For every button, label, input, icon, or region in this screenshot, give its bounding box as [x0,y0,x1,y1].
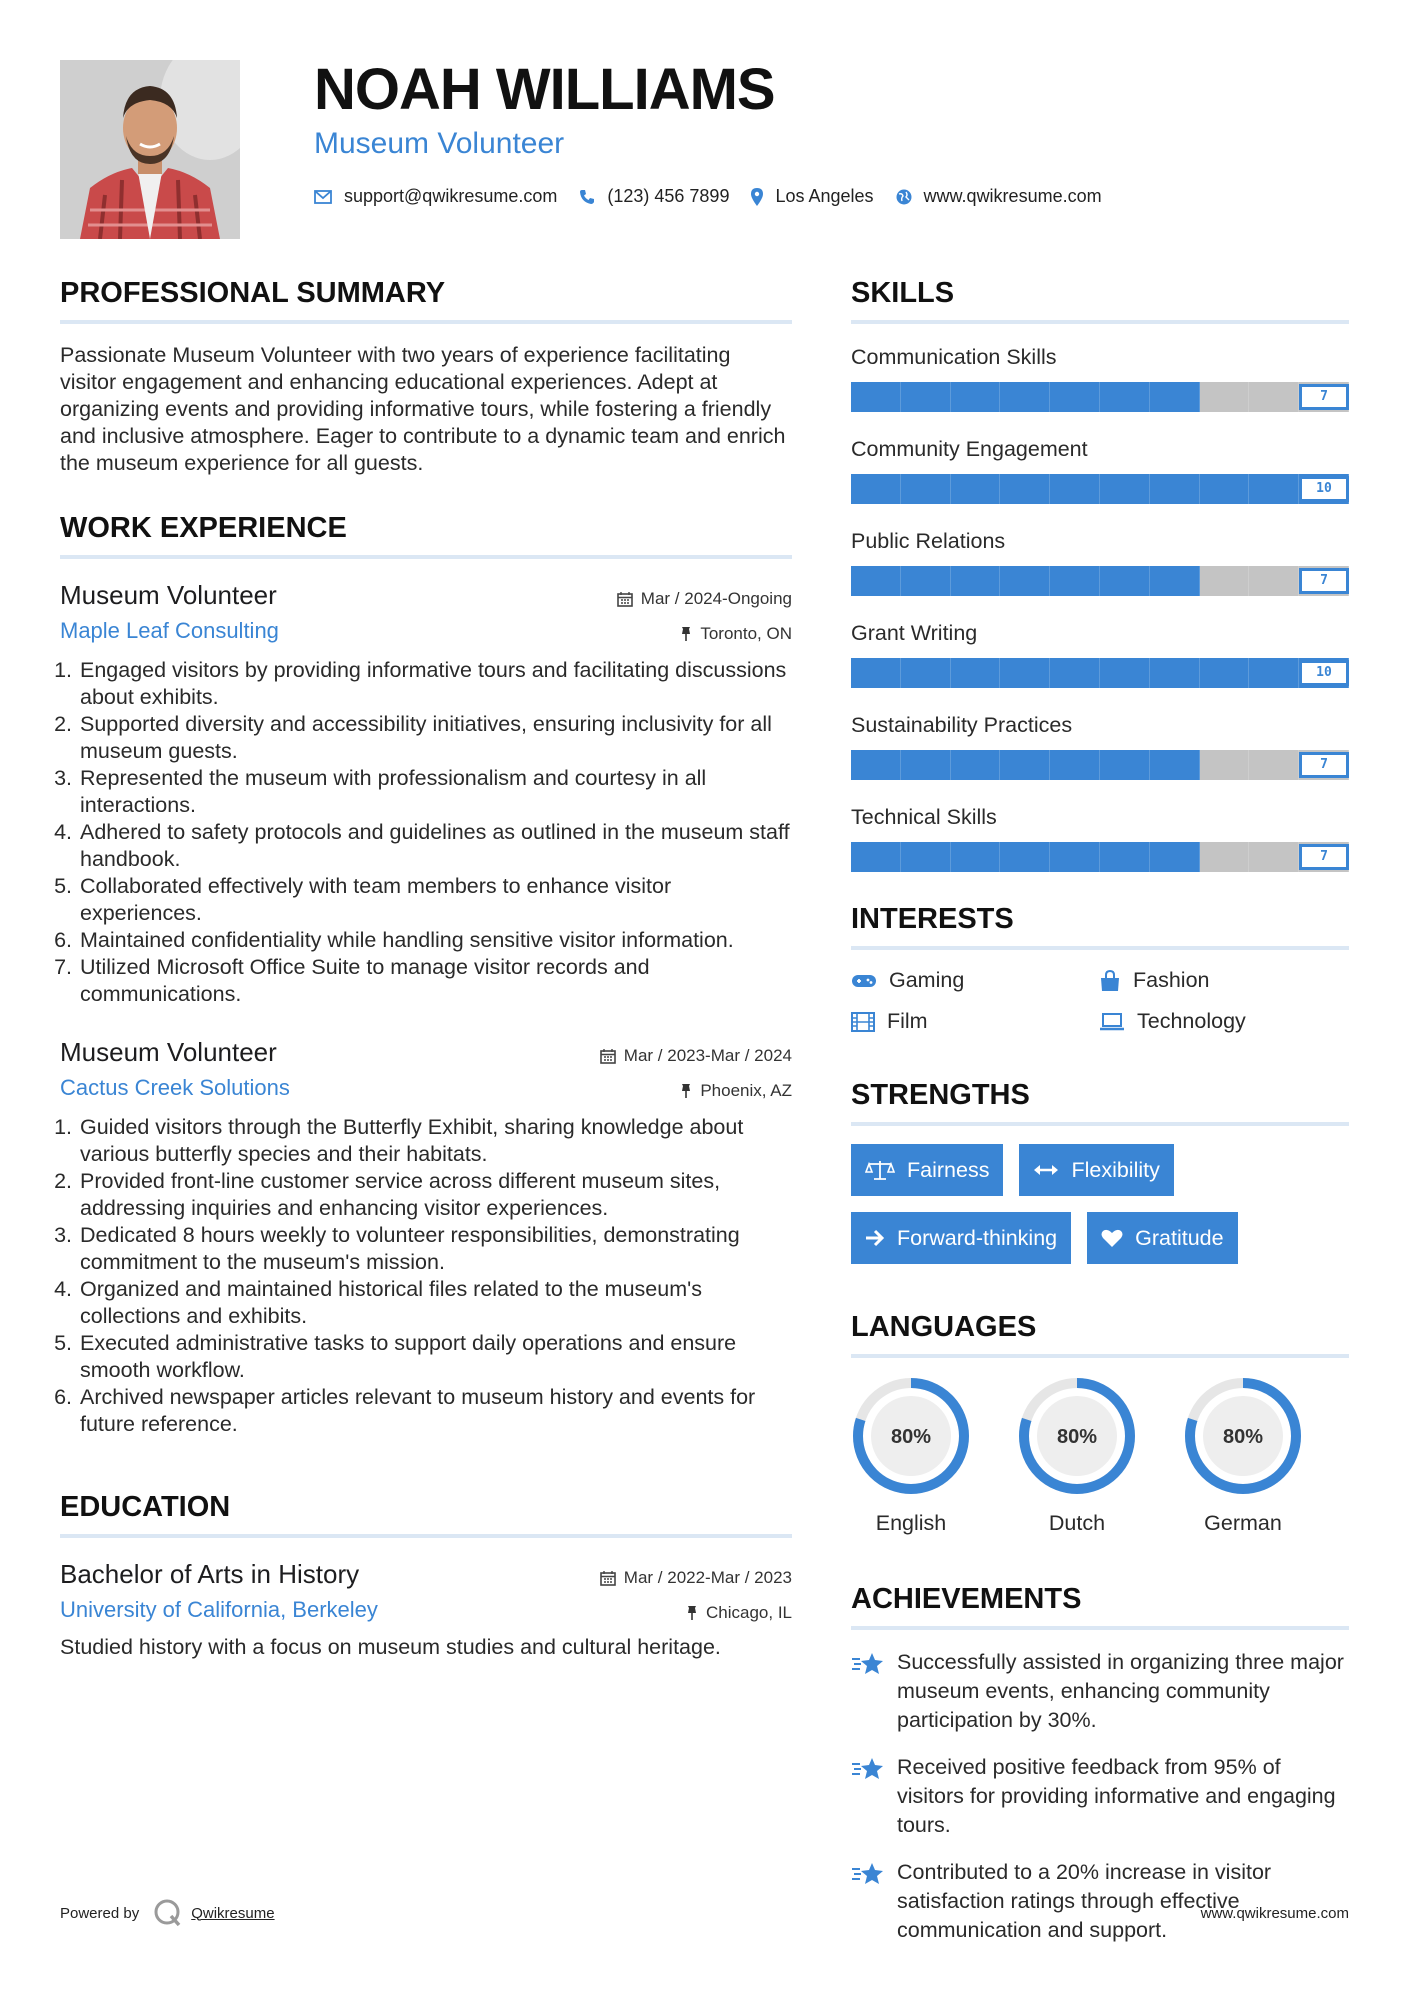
strength-label: Fairness [907,1157,990,1182]
gauge-percent: 80% [1056,1426,1098,1448]
skills-title: SKILLS [851,268,1349,324]
contact-website[interactable] [896,186,1102,207]
job-company: Cactus Creek Solutions [60,1075,290,1100]
list-item: 2. Supported diversity and accessibility initiatives, ensuring inclusivity for all museum guests. [78,711,792,765]
education-meta [600,1560,792,1630]
laptop-icon [1099,1013,1125,1031]
experience-title: WORK EXPERIENCE [60,503,792,559]
strength-label: Flexibility [1071,1157,1160,1182]
list-item: 5. Executed administrative tasks to support daily operations and ensure smooth workflow. [78,1330,792,1384]
interest-label: Technology [1137,1009,1246,1033]
right-column [851,268,1349,1963]
film-icon [851,1012,875,1032]
strength-chip [851,1144,1003,1196]
skill-value: 7 [1299,844,1349,870]
skill-label: Community Engagement [851,437,1088,461]
job-meta [617,581,792,651]
job-date [617,581,792,616]
pushpin-icon [680,626,692,642]
skill-label: Public Relations [851,529,1006,553]
candidate-role: Museum Volunteer [314,127,565,160]
job-date-text: Mar / 2023-Mar / 2024 [623,1046,792,1065]
skill-label: Grant Writing [851,621,978,645]
skill-item [851,802,1349,872]
degree: Bachelor of Arts in History [60,1559,360,1589]
job-date [600,1038,792,1073]
skills-list [851,342,1349,872]
achievement-text: Received positive feedback from 95% of visitors for providing informative and engaging tours. [897,1755,1336,1837]
list-item: 2. Provided front-line customer service across different museum sites, addressing inquiries and enhancing visitor experiences. [78,1168,792,1222]
arrow-right-icon [865,1229,885,1247]
skill-item [851,526,1349,596]
brand-link[interactable]: Qwikresume [191,1904,275,1922]
job-entry [60,577,792,1008]
shooting-star-icon [851,1860,885,1888]
education-description: Studied history with a focus on museum studies and cultural heritage. [60,1635,721,1659]
job-location-text: Toronto, ON [700,624,792,643]
education-entry [60,1556,792,1661]
heart-icon [1101,1228,1123,1248]
list-item: 1. Guided visitors through the Butterfly Exhibit, sharing knowledge about various butterfly species and their habitats. [78,1114,792,1168]
strength-chip [1019,1144,1173,1196]
skill-bar-ticks [851,658,1349,688]
languages-title: LANGUAGES [851,1302,1349,1358]
education-location-text: Chicago, IL [706,1603,792,1622]
skill-item [851,342,1349,412]
job-meta [600,1038,792,1108]
calendar-icon [600,1570,616,1586]
language-label: Dutch [1048,1511,1106,1535]
gauge-percent: 80% [1222,1426,1264,1448]
job-location [617,616,792,651]
skill-bar [851,842,1349,872]
skill-bar-ticks [851,474,1349,504]
skill-bar [851,750,1349,780]
resume-header [314,56,1354,207]
list-item: 1. Engaged visitors by providing informative tours and facilitating discussions about exhibits. [78,657,792,711]
strength-label: Forward-thinking [897,1225,1058,1250]
gauge-percent: 80% [890,1426,932,1448]
interest-label: Fashion [1133,968,1210,992]
shooting-star-icon [851,1755,885,1783]
language-item [851,1376,971,1536]
skill-value: 10 [1299,660,1349,686]
language-gauge [1183,1376,1303,1496]
job-duties [60,1114,792,1438]
education-location [600,1595,792,1630]
portrait-image [60,60,240,239]
job-location-text: Phoenix, AZ [700,1081,792,1100]
achievement-text: Contributed to a 20% increase in visitor satisfaction ratings through effective communication and support. [897,1860,1272,1942]
skill-value: 7 [1299,568,1349,594]
list-item: 4. Adhered to safety protocols and guidelines as outlined in the museum staff handbook. [78,819,792,873]
languages-list [851,1376,1349,1536]
interest-label: Film [887,1009,928,1033]
education-date-text: Mar / 2022-Mar / 2023 [623,1568,792,1587]
contact-phone[interactable] [579,186,729,207]
job-entry [60,1034,792,1438]
footer-powered-by [60,1898,275,1928]
skill-item [851,618,1349,688]
shopping-bag-icon [1099,970,1121,992]
skill-bar-ticks [851,750,1349,780]
education-title: EDUCATION [60,1482,792,1538]
globe-icon [896,189,912,205]
job-location [600,1073,792,1108]
interest-item [1099,1009,1347,1034]
candidate-name: NOAH WILLIAMS [314,57,775,122]
contact-email[interactable] [314,186,557,207]
language-label: German [1204,1511,1282,1535]
list-item: 7. Utilized Microsoft Office Suite to manage visitor records and communications. [78,954,792,1008]
phone-icon [579,189,595,205]
list-item: 6. Archived newspaper articles relevant to museum history and events for future reference. [78,1384,792,1438]
skill-bar [851,658,1349,688]
arrows-horizontal-icon [1033,1163,1059,1177]
interests-list [851,968,1349,1034]
interest-item [1099,968,1347,993]
language-item [1183,1376,1303,1536]
school: University of California, Berkeley [60,1597,378,1622]
skill-bar-ticks [851,382,1349,412]
achievement-item [851,1858,1349,1945]
gamepad-icon [851,973,877,989]
list-item: 4. Organized and maintained historical files related to the museum's collections and exhibits. [78,1276,792,1330]
list-item: 3. Represented the museum with professionalism and courtesy in all interactions. [78,765,792,819]
email-text: support@qwikresume.com [344,186,558,206]
language-item [1017,1376,1137,1536]
skill-value: 7 [1299,384,1349,410]
shooting-star-icon [851,1650,885,1678]
skill-value: 10 [1299,476,1349,502]
qwikresume-logo-icon [153,1898,183,1928]
strength-chip [1087,1212,1237,1264]
achievements-list [851,1648,1349,1945]
powered-by-text: Powered by [60,1904,140,1922]
interest-item [851,1009,1099,1034]
strength-label: Gratitude [1135,1225,1224,1250]
job-duties [60,657,792,1008]
job-title: Museum Volunteer [60,1037,277,1067]
strength-chip [851,1212,1071,1264]
achievement-item [851,1753,1349,1840]
footer-website[interactable]: www.qwikresume.com [1200,1905,1349,1922]
job-company: Maple Leaf Consulting [60,618,279,643]
interests-title: INTERESTS [851,894,1349,950]
language-gauge [1017,1376,1137,1496]
envelope-icon [314,190,332,204]
job-title: Museum Volunteer [60,580,277,610]
contact-info [314,186,1354,207]
skill-bar-ticks [851,842,1349,872]
skill-item [851,434,1349,504]
strengths-list [851,1144,1349,1264]
list-item: 6. Maintained confidentiality while handling sensitive visitor information. [78,927,792,954]
skill-bar [851,382,1349,412]
language-label: English [875,1511,947,1535]
language-gauge [851,1376,971,1496]
list-item: 3. Dedicated 8 hours weekly to volunteer responsibilities, demonstrating commitment to the museum's mission. [78,1222,792,1276]
contact-location [751,186,873,207]
balance-scale-icon [865,1159,895,1181]
phone-text: (123) 456 7899 [607,186,730,206]
skill-bar [851,566,1349,596]
skill-bar [851,474,1349,504]
achievements-title: ACHIEVEMENTS [851,1574,1349,1630]
profile-photo [60,60,240,239]
calendar-icon [600,1048,616,1064]
education-date [600,1560,792,1595]
strengths-title: STRENGTHS [851,1070,1349,1126]
map-marker-icon [751,188,763,206]
achievement-text: Successfully assisted in organizing three major museum events, enhancing community participation by 30%. [897,1650,1344,1732]
summary-title: PROFESSIONAL SUMMARY [60,268,792,324]
job-date-text: Mar / 2024-Ongoing [640,589,792,608]
skill-value: 7 [1299,752,1349,778]
skill-label: Sustainability Practices [851,713,1073,737]
skill-item [851,710,1349,780]
website-text: www.qwikresume.com [923,186,1102,206]
skill-bar-ticks [851,566,1349,596]
interest-label: Gaming [889,968,965,992]
pushpin-icon [686,1605,698,1621]
achievement-item [851,1648,1349,1735]
interest-item [851,968,1099,993]
skill-label: Technical Skills [851,805,997,829]
left-column [60,268,792,1661]
summary-text: Passionate Museum Volunteer with two years of experience facilitating visitor engagement and enhancing educational experiences. Adept at organizing events and providing informative tours, while fostering a friendly and inclusive atmosphere. Eager to contribute to a dynamic team and enrich the museum experience for all guests. [60,343,786,475]
pushpin-icon [680,1083,692,1099]
location-text: Los Angeles [775,186,874,206]
list-item: 5. Collaborated effectively with team members to enhance visitor experiences. [78,873,792,927]
calendar-icon [617,591,633,607]
skill-label: Communication Skills [851,345,1057,369]
